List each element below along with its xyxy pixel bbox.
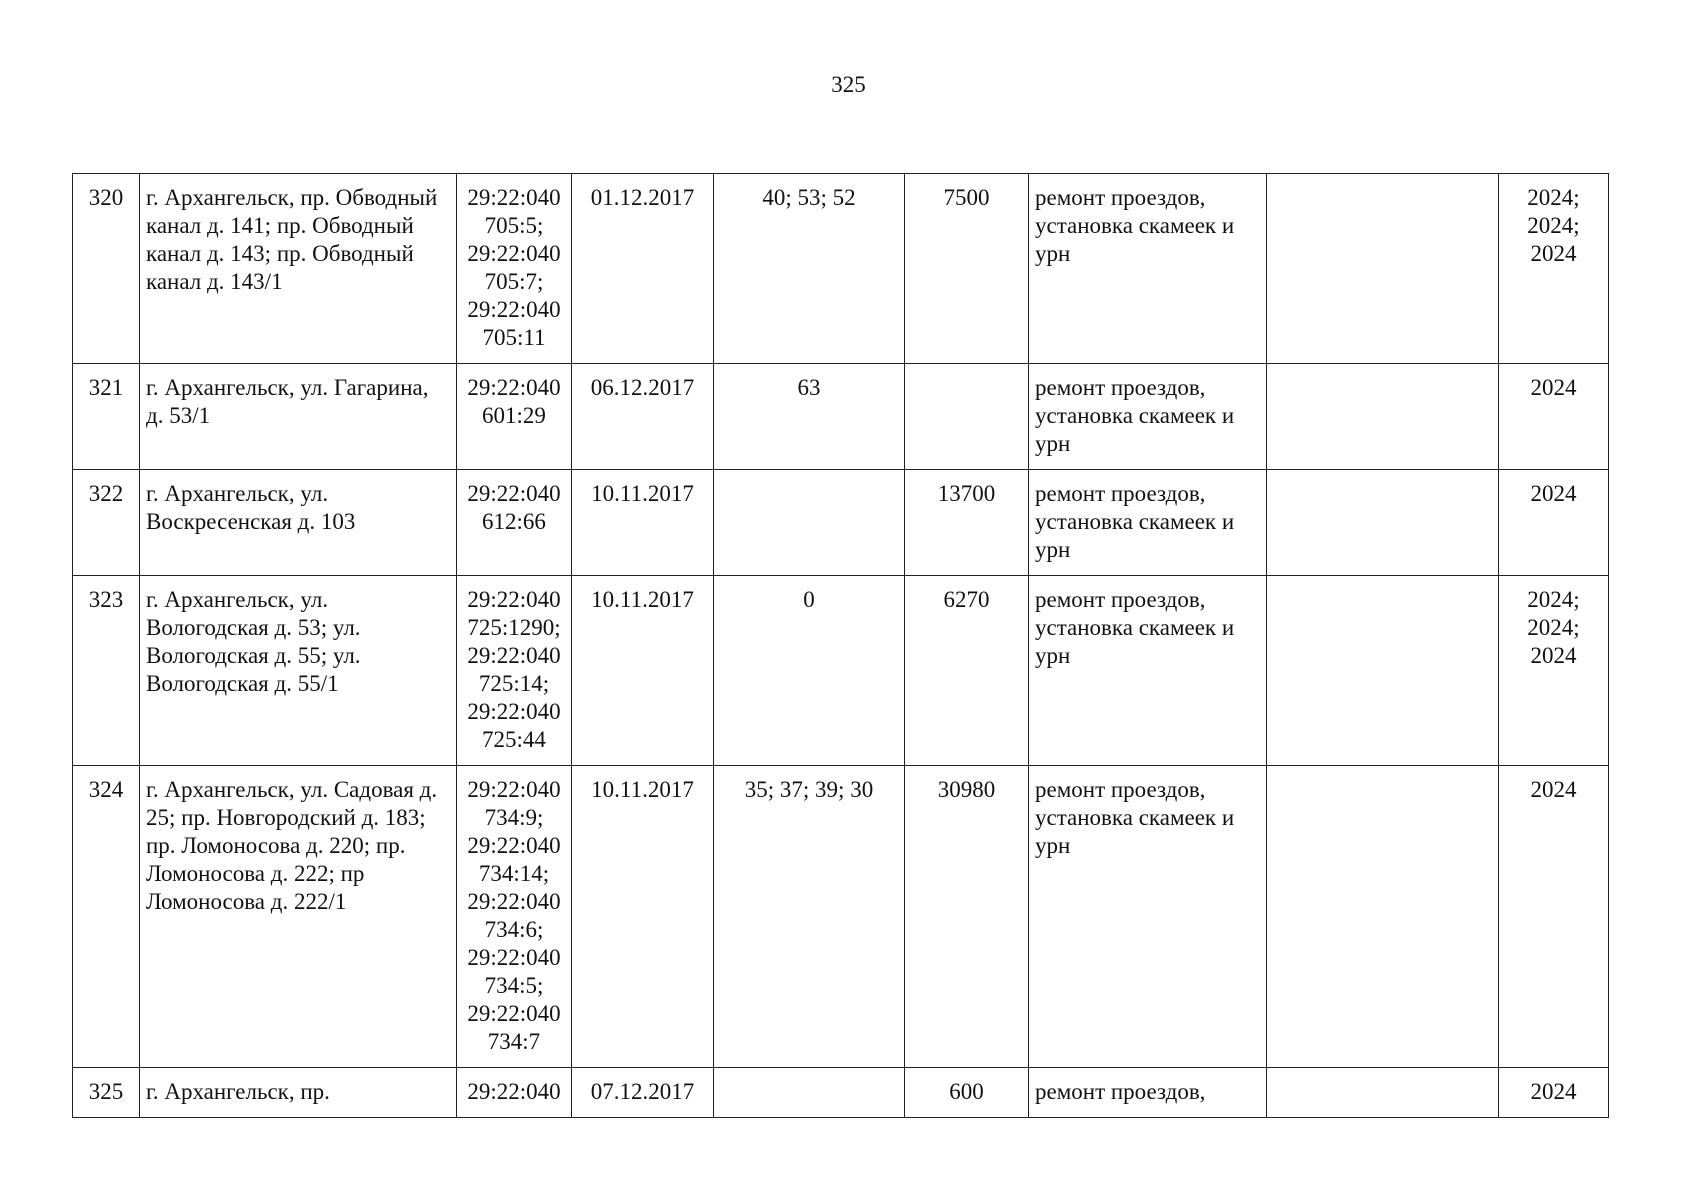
row-number-cell: 320 (73, 174, 140, 364)
cadastral-line: 29:22:040 (467, 643, 561, 668)
empty-cell (1267, 576, 1499, 766)
cadastral-line: 29:22:040 (467, 833, 561, 858)
cadastral-line: 29:22:040 (467, 945, 561, 970)
works-cell: ремонт проездов, установка скамеек и урн (1029, 364, 1267, 470)
area-cell: 6270 (905, 576, 1029, 766)
cadastral-line: 725:1290; (467, 615, 561, 640)
year-line: 2024 (1530, 241, 1577, 266)
date-cell: 06.12.2017 (572, 364, 714, 470)
empty-cell (1267, 470, 1499, 576)
cadastral-number-cell (457, 174, 572, 364)
cadastral-line: 29:22:040 (467, 185, 561, 210)
cadastral-number-cell (457, 766, 572, 1068)
area-cell (905, 364, 1029, 470)
year-cell (1499, 470, 1609, 576)
cadastral-line: 601:29 (482, 403, 546, 428)
row-number-cell: 323 (73, 576, 140, 766)
cadastral-line: 29:22:040 (467, 1079, 561, 1104)
year-line: 2024; (1527, 615, 1580, 640)
table-row (73, 576, 1609, 766)
house-numbers-cell (714, 470, 905, 576)
cadastral-line: 734:5; (484, 973, 544, 998)
cadastral-line: 29:22:040 (467, 777, 561, 802)
cadastral-line: 705:5; (484, 213, 544, 238)
table-row (73, 1068, 1609, 1118)
page-number: 325 (831, 72, 866, 97)
year-line: 2024; (1527, 185, 1580, 210)
cadastral-number-cell (457, 470, 572, 576)
year-line: 2024 (1530, 375, 1577, 400)
date-cell: 01.12.2017 (572, 174, 714, 364)
year-line: 2024 (1530, 481, 1577, 506)
address-cell: г. Архангельск, ул. Вологодская д. 53; ул. Вологодская д. 55; ул. Вологодская д. 55/1 (140, 576, 457, 766)
works-cell: ремонт проездов, установка скамеек и урн (1029, 174, 1267, 364)
address-cell: г. Архангельск, ул. Воскресенская д. 103 (140, 470, 457, 576)
date-cell: 10.11.2017 (572, 470, 714, 576)
cadastral-line: 734:14; (478, 861, 550, 886)
cadastral-line: 725:44 (482, 727, 546, 752)
cadastral-line: 29:22:040 (467, 889, 561, 914)
cadastral-line: 29:22:040 (467, 587, 561, 612)
cadastral-line: 612:66 (482, 509, 546, 534)
empty-cell (1267, 1068, 1499, 1118)
year-line: 2024 (1530, 1079, 1577, 1104)
cadastral-number-cell (457, 576, 572, 766)
cadastral-line: 734:7 (487, 1029, 541, 1054)
house-numbers-cell: 35; 37; 39; 30 (714, 766, 905, 1068)
table-row (73, 364, 1609, 470)
table-row (73, 766, 1609, 1068)
year-line: 2024 (1530, 643, 1577, 668)
works-cell: ремонт проездов, (1029, 1068, 1267, 1118)
row-number-cell: 321 (73, 364, 140, 470)
year-cell (1499, 364, 1609, 470)
year-cell (1499, 576, 1609, 766)
cadastral-line: 734:6; (484, 917, 544, 942)
house-numbers-cell: 0 (714, 576, 905, 766)
works-cell: ремонт проездов, установка скамеек и урн (1029, 470, 1267, 576)
house-numbers-cell: 63 (714, 364, 905, 470)
address-cell: г. Архангельск, ул. Гагарина, д. 53/1 (140, 364, 457, 470)
address-cell: г. Архангельск, ул. Садовая д. 25; пр. Новгородский д. 183; пр. Ломоносова д. 220; пр. Ломоносова д. 222; пр Ломоносова д. 222/1 (140, 766, 457, 1068)
empty-cell (1267, 766, 1499, 1068)
date-cell: 07.12.2017 (572, 1068, 714, 1118)
year-line: 2024 (1530, 777, 1577, 802)
address-cell: г. Архангельск, пр. (140, 1068, 457, 1118)
works-cell: ремонт проездов, установка скамеек и урн (1029, 766, 1267, 1068)
year-cell (1499, 1068, 1609, 1118)
works-cell: ремонт проездов, установка скамеек и урн (1029, 576, 1267, 766)
area-cell: 13700 (905, 470, 1029, 576)
cadastral-line: 29:22:040 (467, 699, 561, 724)
cadastral-number-cell (457, 1068, 572, 1118)
year-line: 2024; (1527, 213, 1580, 238)
table-row (73, 470, 1609, 576)
cadastral-line: 29:22:040 (467, 297, 561, 322)
house-numbers-cell (714, 1068, 905, 1118)
cadastral-line: 725:14; (478, 671, 550, 696)
date-cell: 10.11.2017 (572, 766, 714, 1068)
year-line: 2024; (1527, 587, 1580, 612)
cadastral-line: 29:22:040 (467, 375, 561, 400)
cadastral-line: 734:9; (484, 805, 544, 830)
cadastral-number-cell (457, 364, 572, 470)
year-cell (1499, 174, 1609, 364)
registry-body (73, 174, 1609, 1118)
cadastral-line: 29:22:040 (467, 1001, 561, 1026)
house-numbers-cell: 40; 53; 52 (714, 174, 905, 364)
area-cell: 600 (905, 1068, 1029, 1118)
row-number-cell: 325 (73, 1068, 140, 1118)
cadastral-line: 29:22:040 (467, 241, 561, 266)
cadastral-line: 705:7; (484, 269, 544, 294)
row-number-cell: 324 (73, 766, 140, 1068)
row-number-cell: 322 (73, 470, 140, 576)
registry-table (72, 173, 1609, 1118)
area-cell: 7500 (905, 174, 1029, 364)
cadastral-line: 705:11 (482, 325, 546, 350)
empty-cell (1267, 364, 1499, 470)
table-row (73, 174, 1609, 364)
empty-cell (1267, 174, 1499, 364)
area-cell: 30980 (905, 766, 1029, 1068)
cadastral-line: 29:22:040 (467, 481, 561, 506)
address-cell: г. Архангельск, пр. Обводный канал д. 141; пр. Обводный канал д. 143; пр. Обводный канал д. 143/1 (140, 174, 457, 364)
year-cell (1499, 766, 1609, 1068)
date-cell: 10.11.2017 (572, 576, 714, 766)
